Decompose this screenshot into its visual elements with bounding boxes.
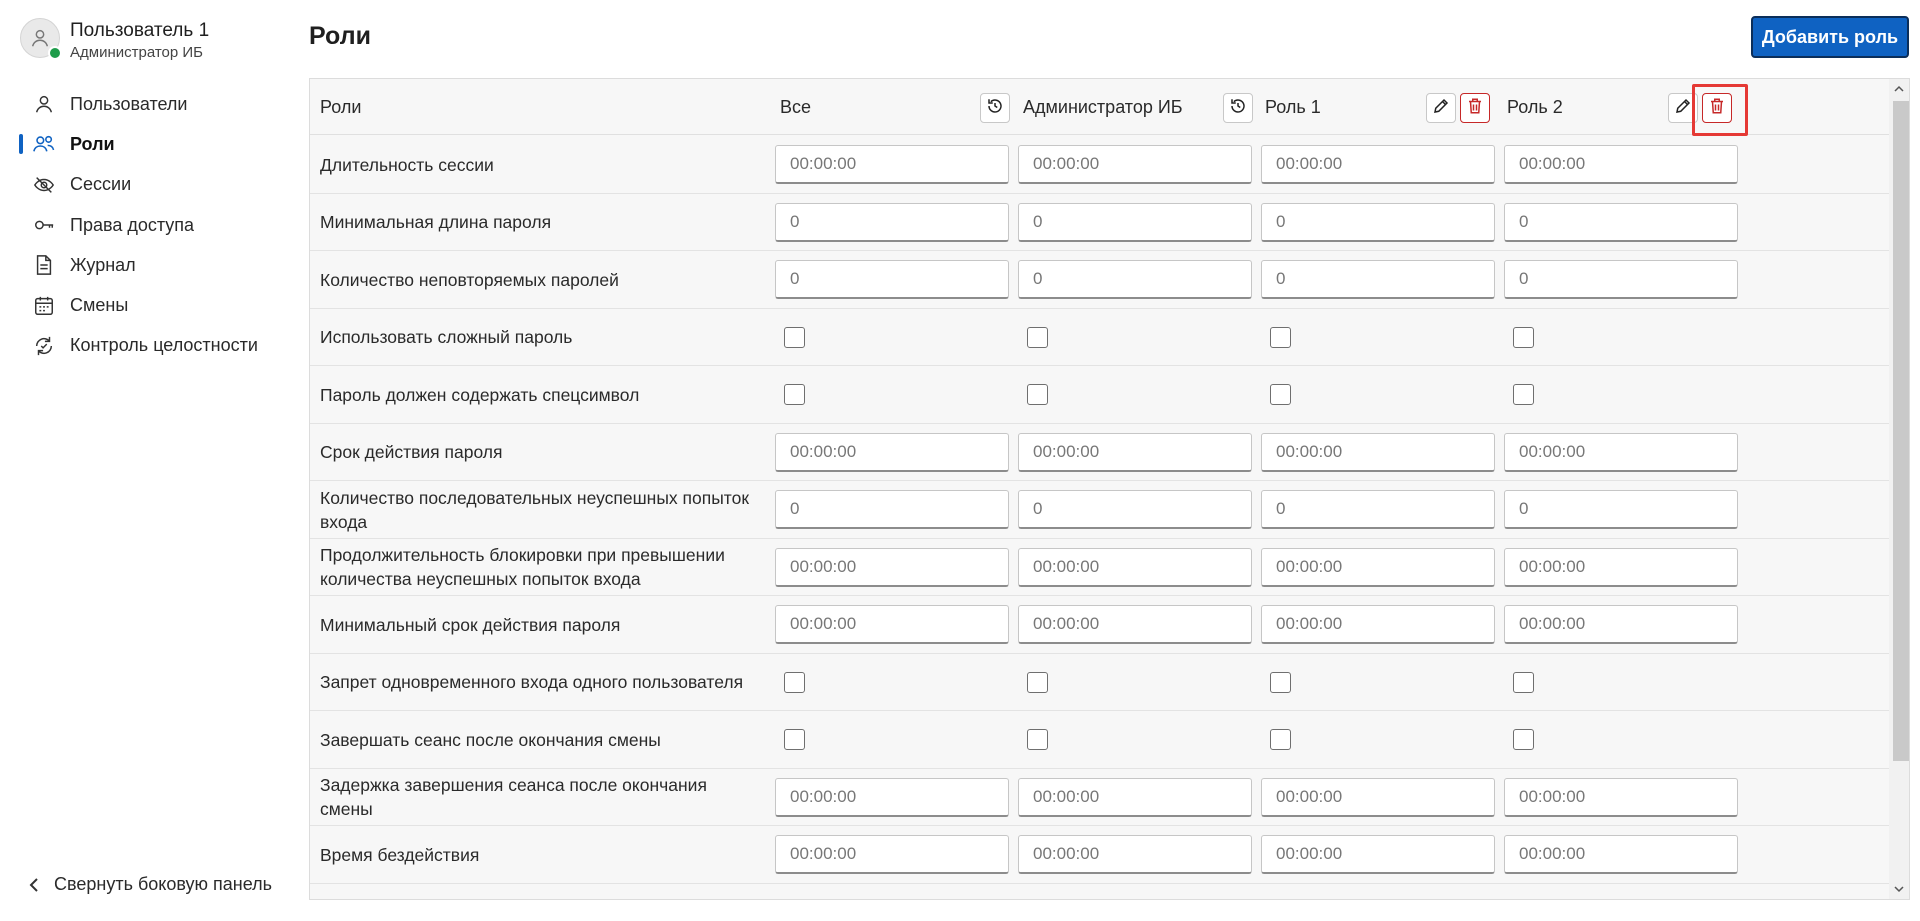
sync-check-icon	[32, 334, 56, 358]
table-row	[310, 826, 1890, 884]
setting-input[interactable]	[1261, 605, 1495, 644]
user-name: Пользователь 1	[70, 20, 210, 41]
column-header-all: Все	[780, 96, 812, 117]
setting-input[interactable]	[775, 490, 1009, 529]
table-header	[310, 79, 1890, 135]
table-row	[310, 711, 1890, 769]
setting-input[interactable]	[1261, 548, 1495, 587]
table-row	[310, 654, 1890, 712]
reset-admin-button[interactable]	[1223, 93, 1253, 123]
scroll-up-arrow-icon[interactable]	[1889, 79, 1909, 99]
setting-checkbox[interactable]	[1513, 672, 1534, 693]
vertical-scrollbar[interactable]	[1889, 79, 1909, 899]
row-label: Минимальная длина пароля	[320, 212, 552, 233]
setting-input[interactable]	[1261, 835, 1495, 874]
setting-checkbox[interactable]	[784, 327, 805, 348]
setting-input[interactable]	[1018, 260, 1252, 299]
collapse-sidebar-label: Свернуть боковую панель	[54, 874, 273, 894]
setting-input[interactable]	[1504, 145, 1738, 184]
setting-input[interactable]	[1018, 778, 1252, 817]
row-label: Количество неповторяемых паролей	[320, 269, 619, 290]
trash-icon	[1466, 97, 1484, 120]
row-label: Задержка завершения сеанса после окончания смены	[320, 775, 707, 820]
setting-input[interactable]	[775, 548, 1009, 587]
chevron-left-icon	[24, 875, 44, 895]
setting-input[interactable]	[1504, 260, 1738, 299]
setting-checkbox[interactable]	[1270, 672, 1291, 693]
setting-checkbox[interactable]	[1027, 672, 1048, 693]
pencil-icon	[1432, 97, 1450, 120]
column-header-roles: Роли	[320, 96, 362, 117]
row-label: Использовать сложный пароль	[320, 327, 573, 348]
sidebar-item-label: Контроль целостности	[70, 335, 258, 356]
row-label: Пароль должен содержать спецсимвол	[320, 384, 640, 405]
sidebar-item-label: Смены	[70, 295, 129, 316]
setting-input[interactable]	[1018, 490, 1252, 529]
setting-checkbox[interactable]	[784, 384, 805, 405]
row-label: Запрет одновременного входа одного пользователя	[320, 672, 744, 693]
sidebar-item-shifts[interactable]	[0, 285, 290, 325]
row-label: Минимальный срок действия пароля	[320, 614, 621, 635]
edit-role-1-button[interactable]	[1426, 93, 1456, 123]
setting-input[interactable]	[1504, 490, 1738, 529]
document-icon	[32, 253, 56, 277]
column-header-role-2: Роль 2	[1507, 96, 1563, 117]
delete-role-1-button[interactable]	[1460, 93, 1490, 123]
collapse-sidebar-button[interactable]	[24, 874, 272, 895]
setting-input[interactable]	[1504, 778, 1738, 817]
table-row	[310, 251, 1890, 309]
table-row	[310, 366, 1890, 424]
sidebar-item-journal[interactable]	[0, 245, 290, 285]
add-role-button[interactable]: Добавить роль	[1751, 16, 1909, 58]
sidebar-item-access-rights[interactable]	[0, 205, 290, 245]
setting-checkbox[interactable]	[1513, 729, 1534, 750]
column-header-admin: Администратор ИБ	[1023, 96, 1183, 117]
setting-input[interactable]	[775, 605, 1009, 644]
setting-input[interactable]	[775, 145, 1009, 184]
setting-input[interactable]	[1018, 203, 1252, 242]
table-row	[310, 309, 1890, 367]
setting-input[interactable]	[1261, 433, 1495, 472]
user-role: Администратор ИБ	[70, 44, 204, 61]
user-icon	[32, 92, 56, 116]
row-label: Время бездействия	[320, 844, 480, 865]
setting-checkbox[interactable]	[1270, 729, 1291, 750]
table-row	[310, 539, 1890, 597]
sidebar-item-label: Журнал	[70, 254, 136, 275]
sidebar-item-label: Роли	[70, 133, 115, 154]
setting-checkbox[interactable]	[1513, 327, 1534, 348]
roles-table	[309, 78, 1910, 900]
setting-checkbox[interactable]	[1027, 327, 1048, 348]
setting-input[interactable]	[775, 433, 1009, 472]
sidebar-item-users[interactable]	[0, 84, 290, 124]
setting-checkbox[interactable]	[1027, 384, 1048, 405]
table-row	[310, 596, 1890, 654]
setting-input[interactable]	[775, 835, 1009, 874]
setting-checkbox[interactable]	[1270, 384, 1291, 405]
setting-input[interactable]	[1504, 548, 1738, 587]
setting-input[interactable]	[1018, 433, 1252, 472]
scrollbar-thumb[interactable]	[1893, 101, 1909, 761]
table-row	[310, 194, 1890, 252]
table-row	[310, 481, 1890, 539]
scroll-down-arrow-icon[interactable]	[1889, 879, 1909, 899]
page-title: Роли	[309, 22, 371, 50]
delete-role-2-highlight	[1692, 84, 1748, 136]
setting-input[interactable]	[1504, 203, 1738, 242]
table-row	[310, 769, 1890, 827]
row-label: Завершать сеанс после окончания смены	[320, 729, 661, 750]
row-label: Длительность сессии	[320, 154, 494, 175]
setting-checkbox[interactable]	[784, 729, 805, 750]
setting-input[interactable]	[1261, 490, 1495, 529]
setting-input[interactable]	[1018, 835, 1252, 874]
sidebar	[0, 0, 290, 921]
setting-input[interactable]	[775, 203, 1009, 242]
setting-input[interactable]	[1504, 433, 1738, 472]
table-row	[310, 136, 1890, 194]
reset-all-button[interactable]	[980, 93, 1010, 123]
eye-icon	[32, 173, 56, 197]
row-label: Количество последовательных неуспешных попыток входа	[320, 487, 749, 532]
sidebar-item-roles[interactable]	[0, 124, 290, 164]
key-icon	[32, 213, 56, 237]
online-status-indicator	[48, 46, 62, 60]
setting-input[interactable]	[775, 260, 1009, 299]
setting-input[interactable]	[1261, 203, 1495, 242]
sidebar-item-integrity-control[interactable]	[0, 326, 290, 366]
calendar-icon	[32, 294, 56, 318]
setting-checkbox[interactable]	[1270, 327, 1291, 348]
setting-input[interactable]	[775, 778, 1009, 817]
sidebar-item-label: Права доступа	[70, 214, 195, 235]
column-header-role-1: Роль 1	[1265, 96, 1321, 117]
setting-input[interactable]	[1261, 145, 1495, 184]
setting-input[interactable]	[1261, 778, 1495, 817]
sidebar-item-sessions[interactable]	[0, 165, 290, 205]
sidebar-item-label: Сессии	[70, 174, 132, 195]
setting-input[interactable]	[1018, 605, 1252, 644]
row-label: Продолжительность блокировки при превышении количества неуспешных попыток входа	[320, 545, 725, 590]
row-label: Срок действия пароля	[320, 442, 503, 463]
setting-input[interactable]	[1018, 548, 1252, 587]
setting-input[interactable]	[1018, 145, 1252, 184]
sidebar-item-label: Пользователи	[70, 93, 188, 114]
reset-icon	[1229, 97, 1247, 120]
setting-checkbox[interactable]	[784, 672, 805, 693]
table-row	[310, 424, 1890, 482]
pencil-icon	[1674, 97, 1692, 120]
users-icon	[32, 132, 56, 156]
setting-input[interactable]	[1504, 835, 1738, 874]
setting-input[interactable]	[1504, 605, 1738, 644]
sidebar-nav	[0, 84, 290, 366]
reset-icon	[986, 97, 1004, 120]
user-profile[interactable]	[20, 16, 280, 66]
setting-input[interactable]	[1261, 260, 1495, 299]
setting-checkbox[interactable]	[1513, 384, 1534, 405]
setting-checkbox[interactable]	[1027, 729, 1048, 750]
